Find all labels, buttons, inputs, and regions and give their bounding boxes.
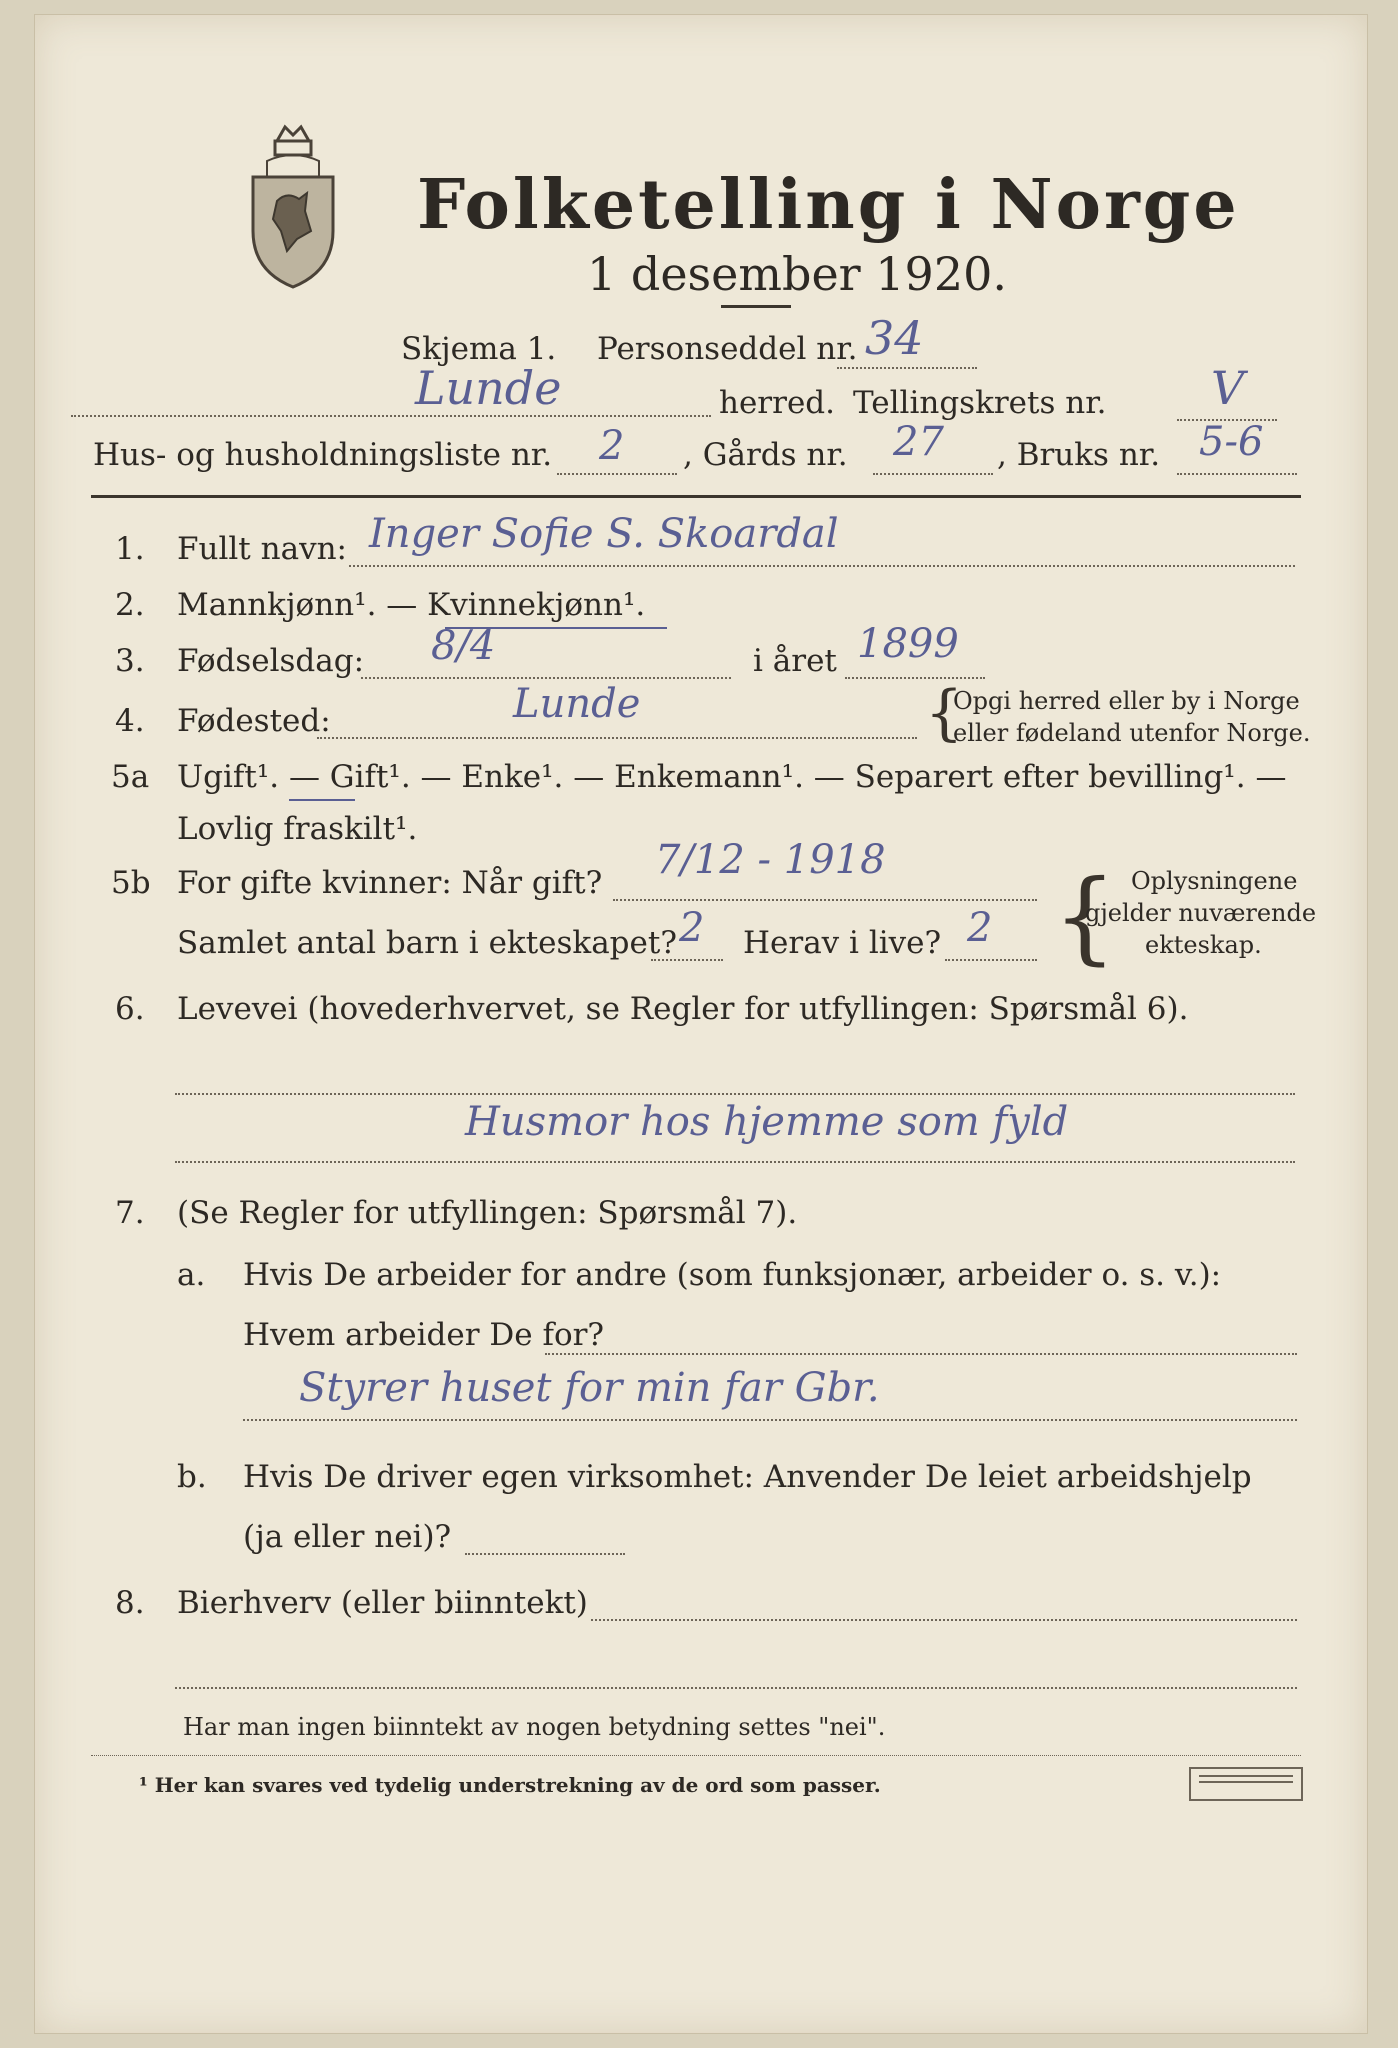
herred-value: Lunde [415, 361, 562, 415]
schema-label: Skjema 1. [401, 331, 557, 367]
footnote: ¹ Her kan svares ved tydelig understrekning av de ord som passer. [139, 1773, 881, 1797]
employer-value: Styrer huset for min far Gbr. [299, 1365, 880, 1411]
personseddel-value: 34 [865, 311, 924, 365]
marital-underline [289, 799, 355, 801]
birth-year-value: 1899 [857, 621, 959, 667]
q3-year-label: i året [753, 643, 837, 679]
q6-label: Levevei (hovederhvervet, se Regler for utfyllingen: Spørsmål 6). [177, 991, 1189, 1027]
q4-label: Fødested: [177, 703, 331, 739]
q5a-label-2: Lovlig fraskilt¹. [177, 811, 418, 847]
q7b-label-2: (ja eller nei)? [243, 1519, 452, 1555]
q2-label: Mannkjønn¹. — Kvinnekjønn¹. [177, 587, 646, 623]
occupation-value: Husmor hos hjemme som fyld [465, 1099, 1069, 1145]
q7b-number: b. [177, 1459, 207, 1495]
husliste-label: Hus- og husholdningsliste nr. [93, 437, 553, 473]
q5b-note-1: Oplysningene [1131, 867, 1298, 895]
children-alive-value: 2 [967, 905, 993, 951]
q4-note-2: eller fødeland utenfor Norge. [953, 719, 1311, 747]
husliste-value: 2 [599, 423, 625, 469]
title-divider [721, 305, 791, 308]
birthplace-value: Lunde [513, 681, 641, 727]
q8-number: 8. [115, 1585, 145, 1621]
q8-label: Bierhverv (eller biinntekt) [177, 1585, 588, 1621]
q4-number: 4. [115, 703, 145, 739]
q7a-label: Hvis De arbeider for andre (som funksjonær, arbeider o. s. v.): [243, 1257, 1222, 1293]
bruks-value: 5-6 [1199, 419, 1264, 465]
q5a-label: Ugift¹. — Gift¹. — Enke¹. — Enkemann¹. — Separert efter bevilling¹. — [177, 759, 1287, 795]
q5b-note-3: ekteskap. [1145, 931, 1262, 959]
census-form-sheet: Folketelling i Norge 1 desember 1920. Skjema 1. Personseddel nr. 34 Lunde herred. Tellingskrets nr. V Hus- og husholdningsliste nr. 2 , Gårds nr. 27 , Bruks nr. 5-6 1. Fullt navn: Inger Sofie S. Skoardal 2. Mannkjønn¹. — Kvinnekjønn¹. 3. Fødselsdag: 8/4 i året 1899 4. Fødested: Lunde { Opgi herred eller by i Norge eller fødeland utenfor Norge. 5a Ugift¹. — Gift¹. — Enke¹. — Enkemann¹. — Separert efter bevilling¹. — Lovlig fraskilt¹. 5b For gifte kvinner: Når gift? 7/12 - 1918 Samlet antal barn i ekteskapet? 2 Herav i live? 2 { Oplysningene gjelder nuværende ekteskap. 6. Levevei (hovederhvervet, se Regler for utfyllingen: Spørsmål 6). Husmor hos hjemme som fyld 7. (Se Regler for utfyllingen: Spørsmål 7). a. Hvis De arbeider for andre (som funksjonær, arbeider o. s. v.): Hvem arbeider De for? Styrer huset for min far Gbr. b. Hvis De driver egen virksomhet: Anvender De leiet arbeidshjelp (ja eller nei)? 8. Bierhverv (eller biinntekt) Har man ingen biinntekt av nogen betydning settes "nei". ¹ Her kan svares ved tydelig understrekning av de ord som passer. [34, 14, 1368, 2034]
q5b-children-label: Samlet antal barn i ekteskapet? [177, 925, 677, 961]
q3-number: 3. [115, 643, 145, 679]
gards-label: , Gårds nr. [683, 437, 848, 473]
census-date: 1 desember 1920. [587, 247, 1007, 301]
printer-stamp [1189, 1767, 1303, 1801]
q7a-number: a. [177, 1257, 206, 1293]
marriage-date-value: 7/12 - 1918 [655, 837, 886, 883]
q7a-label-2: Hvem arbeider De for? [243, 1317, 605, 1353]
bruks-label: , Bruks nr. [997, 437, 1161, 473]
q5b-alive-label: Herav i live? [743, 925, 942, 961]
q2-number: 2. [115, 587, 145, 623]
birthday-value: 8/4 [431, 623, 496, 669]
footnote-divider [91, 1755, 1301, 1756]
q5b-label: For gifte kvinner: Når gift? [177, 865, 603, 901]
q5a-number: 5a [111, 759, 150, 795]
q7-label: (Se Regler for utfyllingen: Spørsmål 7). [177, 1195, 798, 1231]
q1-label: Fullt navn: [177, 531, 347, 567]
children-total-value: 2 [679, 905, 705, 951]
header-rule [91, 495, 1301, 498]
coat-of-arms-icon [247, 121, 339, 291]
q7b-label: Hvis De driver egen virksomhet: Anvender De leiet arbeidshjelp [243, 1459, 1252, 1495]
herred-label: herred. [719, 385, 835, 421]
tellingskrets-value: V [1211, 361, 1245, 415]
gards-value: 27 [893, 419, 944, 465]
q1-number: 1. [115, 531, 145, 567]
q8-note: Har man ingen biinntekt av nogen betydning settes "nei". [183, 1713, 886, 1741]
q6-number: 6. [115, 991, 145, 1027]
q4-note-1: Opgi herred eller by i Norge [953, 687, 1300, 715]
full-name-value: Inger Sofie S. Skoardal [369, 511, 839, 557]
form-title: Folketelling i Norge [417, 165, 1240, 245]
q7-number: 7. [115, 1195, 145, 1231]
q5b-number: 5b [111, 865, 151, 901]
tellingskrets-label: Tellingskrets nr. [853, 385, 1107, 421]
q5b-note-2: gjelder nuværende [1085, 899, 1317, 927]
personseddel-label: Personseddel nr. [597, 331, 858, 367]
q3-label: Fødselsdag: [177, 643, 365, 679]
